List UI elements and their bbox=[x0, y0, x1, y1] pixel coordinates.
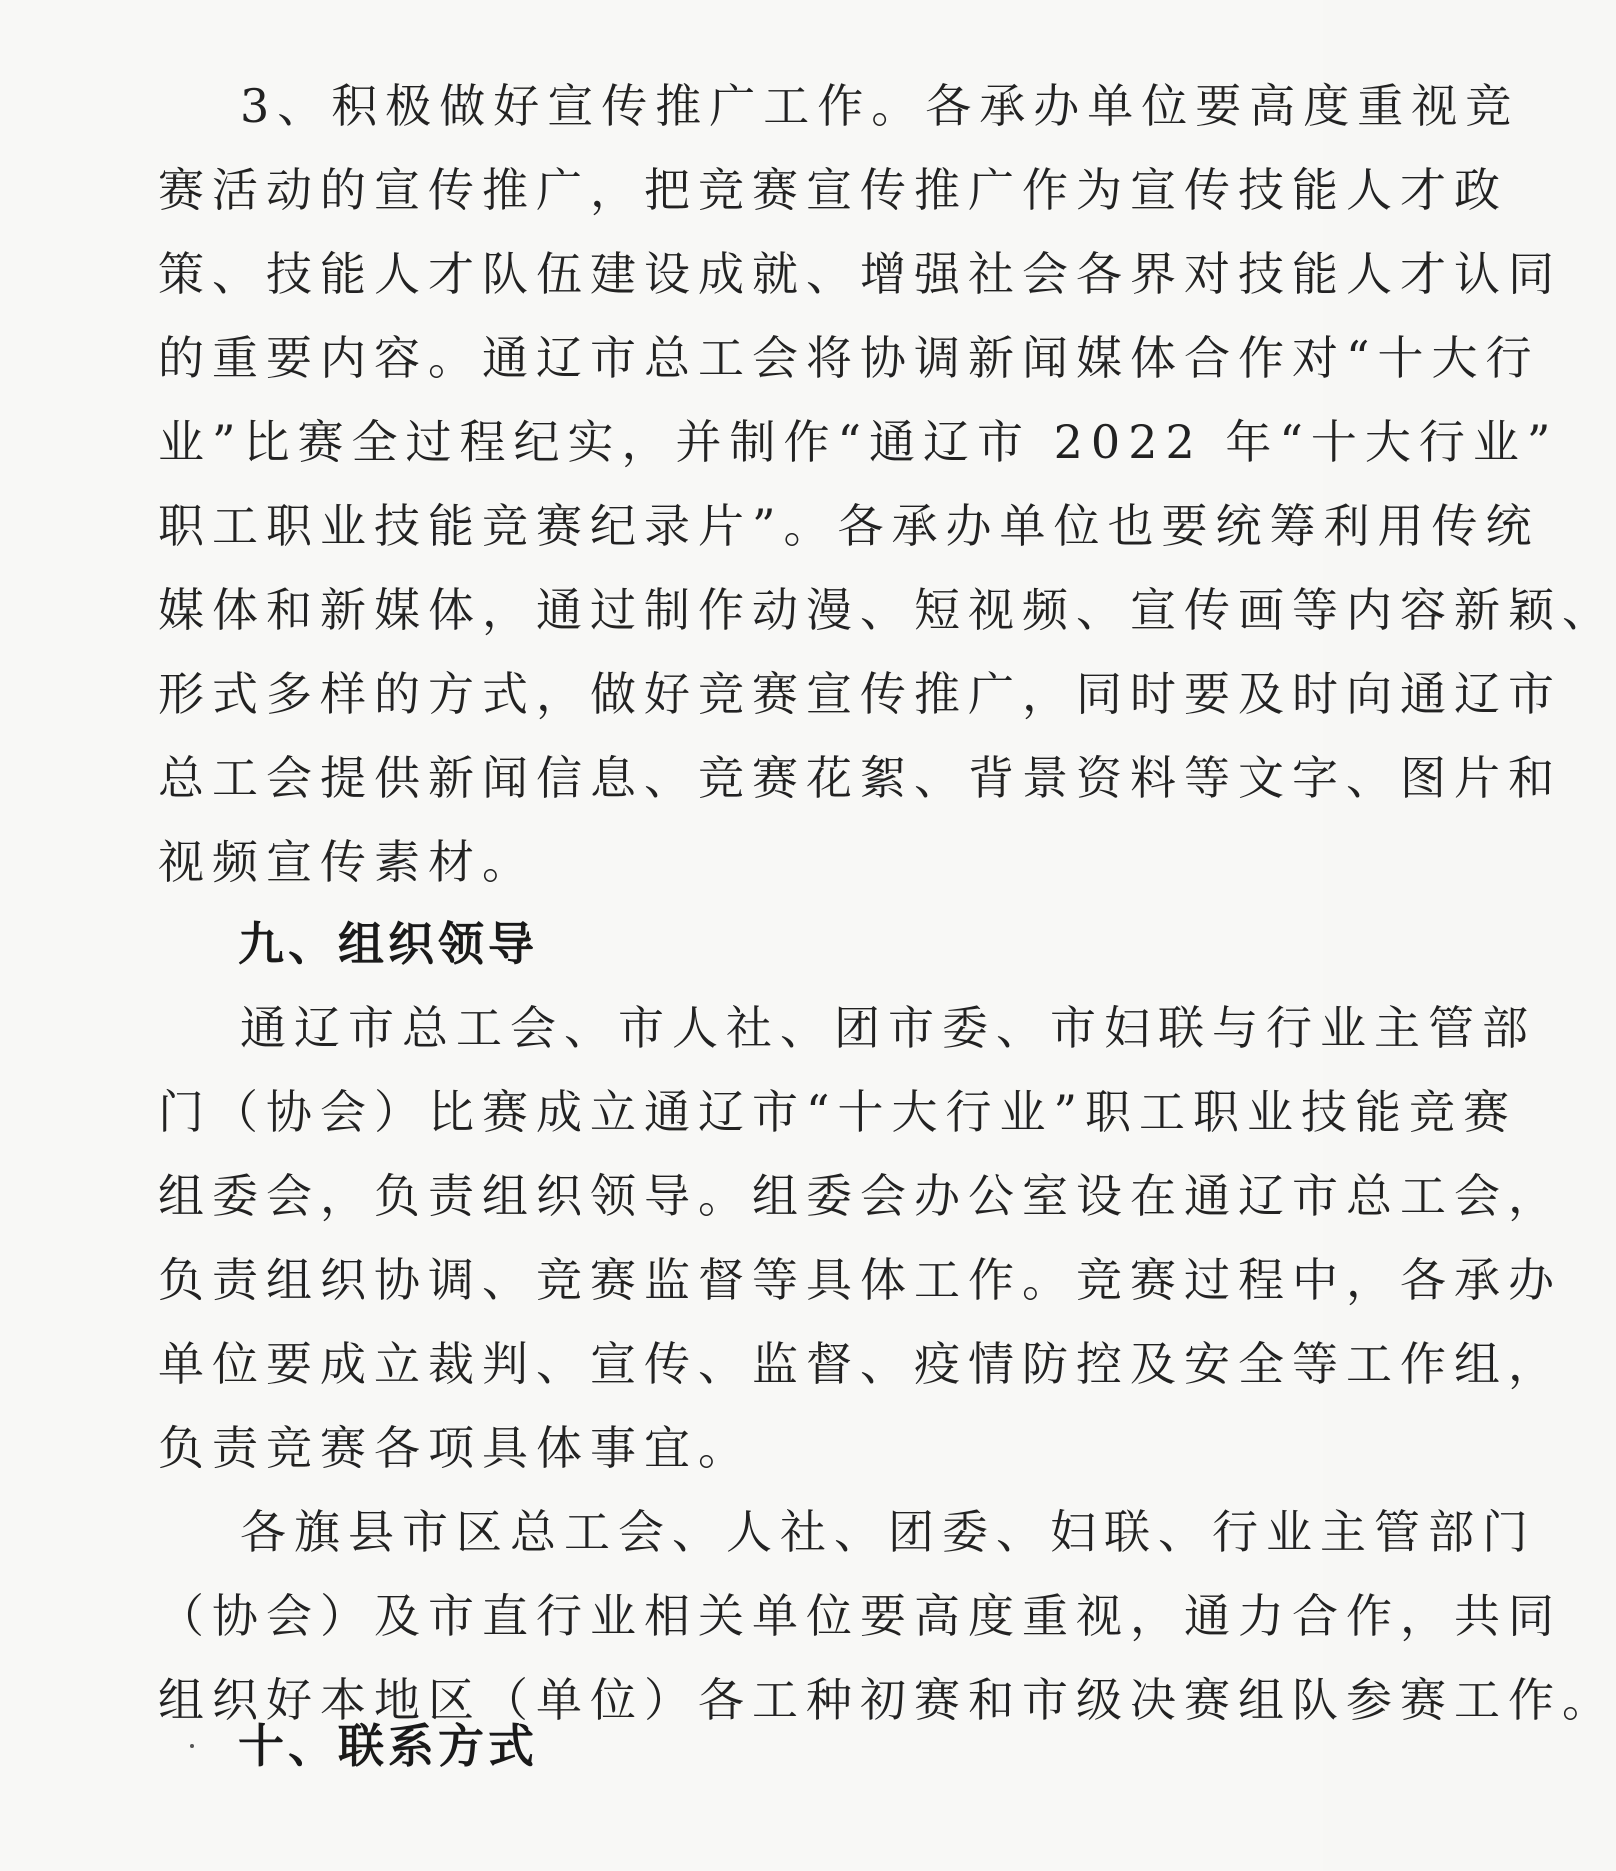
para2-line-6: 负责竞赛各项具体事宜。 bbox=[158, 1421, 752, 1475]
para1-line-7: 媒体和新媒体，通过制作动漫、短视频、宣传画等内容新颖、 bbox=[158, 583, 1616, 637]
para1-line-1: 3、积极做好宣传推广工作。各承办单位要高度重视竞 bbox=[240, 79, 1520, 133]
para2-line-5: 单位要成立裁判、宣传、监督、疫情防控及安全等工作组， bbox=[158, 1337, 1562, 1391]
para1-line-9: 总工会提供新闻信息、竞赛花絮、背景资料等文字、图片和 bbox=[158, 751, 1562, 805]
para1-line-4: 的重要内容。通辽市总工会将协调新闻媒体合作对“十大行 bbox=[158, 331, 1540, 385]
para1-line-8: 形式多样的方式，做好竞赛宣传推广，同时要及时向通辽市 bbox=[158, 667, 1562, 721]
para3-line-2: （协会）及市直行业相关单位要高度重视，通力合作，共同 bbox=[158, 1589, 1562, 1643]
para1-line-10: 视频宣传素材。 bbox=[158, 835, 536, 889]
para1-line-2: 赛活动的宣传推广，把竞赛宣传推广作为宣传技能人才政 bbox=[158, 163, 1508, 217]
para3-line-3: 组织好本地区（单位）各工种初赛和市级决赛组队参赛工作。 bbox=[158, 1673, 1616, 1727]
section-heading-10: 十、联系方式 bbox=[238, 1719, 538, 1773]
para1-line-6: 职工职业技能竞赛纪录片”。各承办单位也要统筹利用传统 bbox=[158, 499, 1540, 553]
para3-line-1: 各旗县市区总工会、人社、团委、妇联、行业主管部门 bbox=[240, 1505, 1536, 1559]
para2-line-4: 负责组织协调、竞赛监督等具体工作。竞赛过程中，各承办 bbox=[158, 1253, 1562, 1307]
para2-line-1: 通辽市总工会、市人社、团市委、市妇联与行业主管部 bbox=[240, 1001, 1536, 1055]
para2-line-3: 组委会，负责组织领导。组委会办公室设在通辽市总工会， bbox=[158, 1169, 1562, 1223]
para1-line-5: 业”比赛全过程纪实，并制作“通辽市 2022 年“十大行业” bbox=[158, 415, 1559, 469]
scan-speck bbox=[190, 1744, 194, 1748]
section-heading-9: 九、组织领导 bbox=[238, 917, 538, 971]
para1-line-3: 策、技能人才队伍建设成就、增强社会各界对技能人才认同 bbox=[158, 247, 1562, 301]
para2-line-2: 门（协会）比赛成立通辽市“十大行业”职工职业技能竞赛 bbox=[158, 1085, 1518, 1139]
